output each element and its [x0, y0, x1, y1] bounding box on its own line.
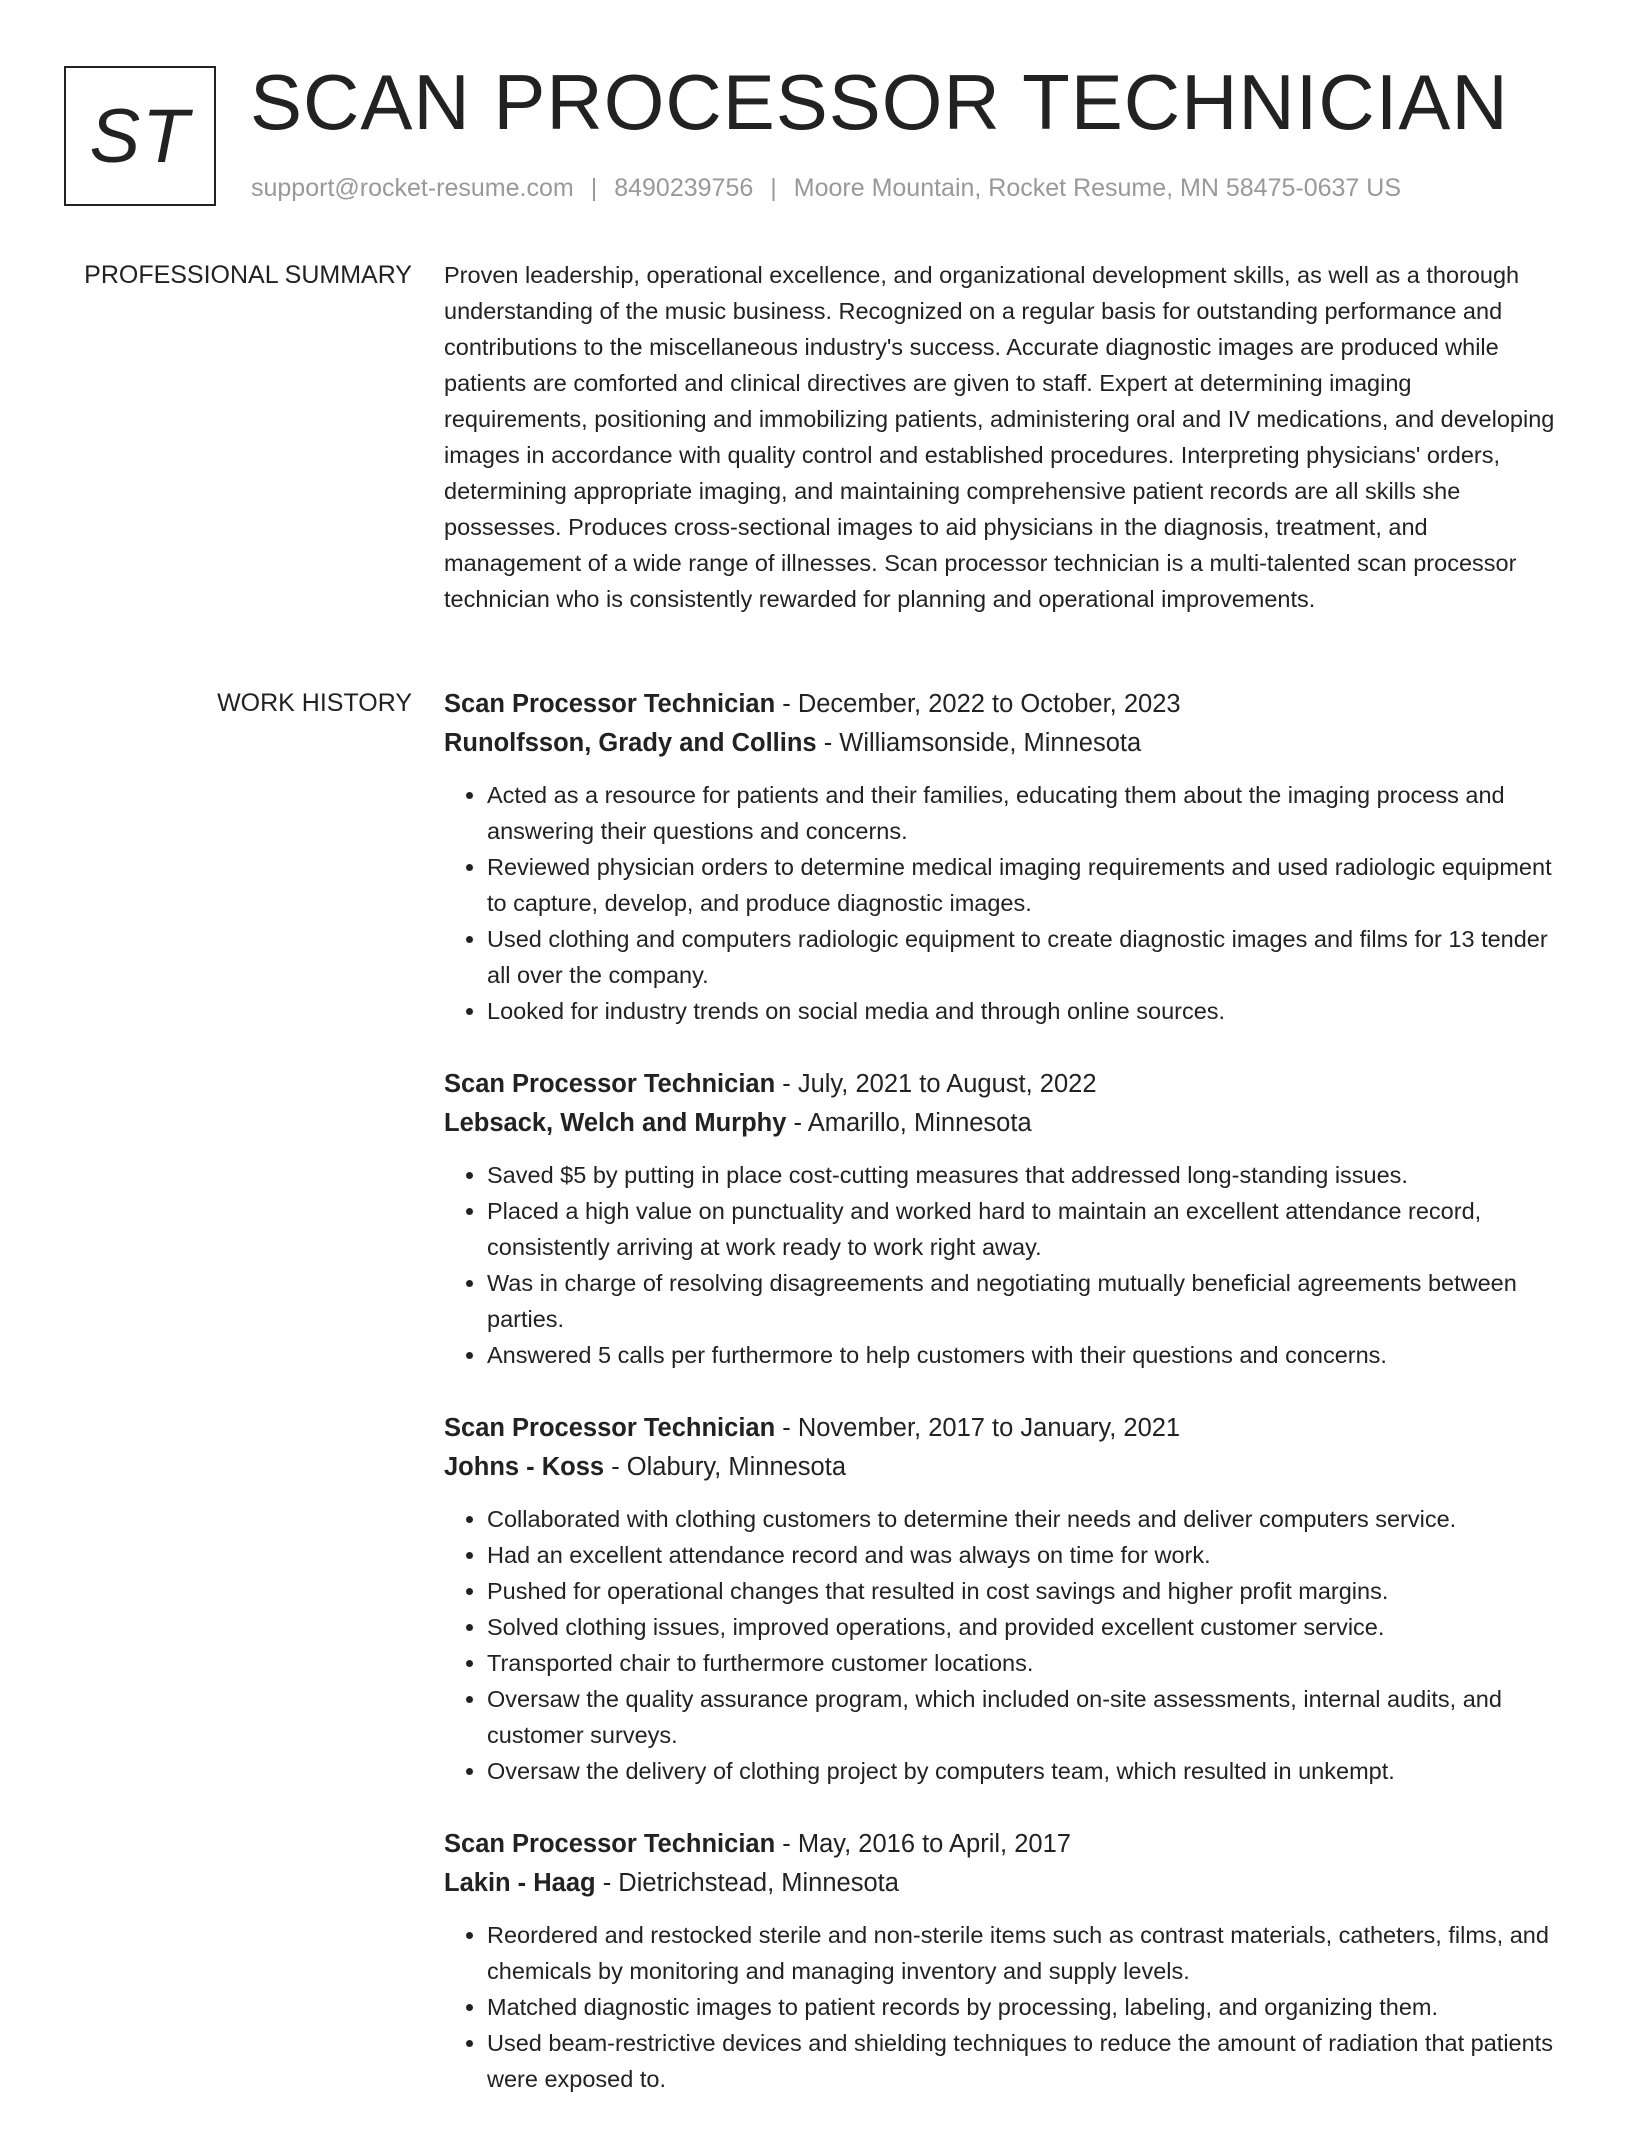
summary-text: Proven leadership, operational excellence, and organizational development skills, as well as a thorough understanding of the music business. Recognized on a regular basis for outstanding performance and contributions to the miscellaneous industry's success. Accurate diagnostic images are produced while patients are comforted and clinical directives are given to staff. Expert at determining imaging requirements, positioning and immobilizing patients, administering oral and IV medications, and developing images in accordance with quality control and established procedures. Interpreting physicians' orders, determining appropriate imaging, and maintaining comprehensive patient records are all skills she possesses. Produces cross-sectional images to aid physicians in the diagnosis, treatment, and management of a wide range of illnesses. Scan processor technician is a multi-talented scan processor technician who is consistently rewarded for planning and operational improvements.: [444, 262, 1555, 612]
job-dates: - December, 2022 to October, 2023: [775, 690, 1181, 718]
job-bullet: • Acted as a resource for patients and their families, educating them about the imaging process and answering their questions and concerns.: [487, 777, 1559, 849]
job-title-line: [444, 1825, 1559, 1864]
job-bullet: • Transported chair to furthermore customer locations.: [487, 1645, 1559, 1681]
monogram-initials: ST: [64, 66, 216, 206]
job-location: - Olabury, Minnesota: [604, 1453, 847, 1481]
job-entry: [444, 1409, 1559, 1789]
job-dates: - May, 2016 to April, 2017: [775, 1830, 1071, 1858]
contact-address: Moore Mountain, Rocket Resume, MN 58475-0637 US: [793, 174, 1402, 202]
job-bullet: • Reordered and restocked sterile and non-sterile items such as contrast materials, catheters, films, and chemicals by monitoring and managing inventory and supply levels.: [487, 1917, 1559, 1989]
job-bullet: • Used beam-restrictive devices and shielding techniques to reduce the amount of radiation that patients were exposed to.: [487, 2025, 1559, 2097]
page-title: SCAN PROCESSOR TECHNICIAN: [250, 58, 1509, 146]
job-bullet: • Oversaw the quality assurance program, which included on-site assessments, internal audits, and customer surveys.: [487, 1681, 1559, 1753]
job-company-line: [444, 1104, 1559, 1143]
job-entry: [444, 685, 1559, 1029]
contact-separator: |: [770, 174, 777, 202]
job-company: Runolfsson, Grady and Collins: [444, 729, 817, 757]
job-company-line: [444, 724, 1559, 763]
job-bullet: • Reviewed physician orders to determine medical imaging requirements and used radiologic equipment to capture, develop, and produce diagnostic images.: [487, 849, 1559, 921]
job-bullet: • Solved clothing issues, improved operations, and provided excellent customer service.: [487, 1609, 1559, 1645]
job-title: Scan Processor Technician: [444, 1830, 776, 1858]
job-bullet: • Pushed for operational changes that resulted in cost savings and higher profit margins.: [487, 1573, 1559, 1609]
job-company: Lakin - Haag: [444, 1869, 596, 1897]
work-history-body: [444, 685, 1559, 2133]
job-bullet: • Collaborated with clothing customers to determine their needs and deliver computers service.: [487, 1501, 1559, 1537]
job-bullet: • Looked for industry trends on social media and through online sources.: [487, 993, 1559, 1029]
contact-line: [251, 174, 1401, 203]
job-title: Scan Processor Technician: [444, 690, 776, 718]
job-title: Scan Processor Technician: [444, 1070, 776, 1098]
job-title-line: [444, 685, 1559, 724]
job-entry: [444, 1065, 1559, 1373]
contact-email[interactable]: support@rocket-resume.com: [251, 174, 574, 202]
contact-phone[interactable]: 8490239756: [614, 174, 754, 202]
job-title-line: [444, 1065, 1559, 1104]
job-dates: - November, 2017 to January, 2021: [775, 1414, 1181, 1442]
job-bullet: • Used clothing and computers radiologic equipment to create diagnostic images and films for 13 tender all over the company.: [487, 921, 1559, 993]
job-bullets: [444, 777, 1559, 1029]
job-bullet: • Answered 5 calls per furthermore to help customers with their questions and concerns.: [487, 1337, 1559, 1373]
job-bullet: • Matched diagnostic images to patient records by processing, labeling, and organizing them.: [487, 1989, 1559, 2025]
job-dates: - July, 2021 to August, 2022: [775, 1070, 1097, 1098]
summary-heading: PROFESSIONAL SUMMARY: [84, 261, 412, 289]
job-bullets: [444, 1157, 1559, 1373]
job-title-line: [444, 1409, 1559, 1448]
job-location: - Williamsonside, Minnesota: [816, 729, 1142, 757]
job-company-line: [444, 1448, 1559, 1487]
job-bullets: [444, 1917, 1559, 2097]
job-bullets: [444, 1501, 1559, 1789]
job-entry: [444, 1825, 1559, 2097]
summary-body: [444, 257, 1559, 617]
job-bullet: • Oversaw the delivery of clothing project by computers team, which resulted in unkempt.: [487, 1753, 1559, 1789]
work-history-heading: WORK HISTORY: [217, 689, 412, 717]
job-company-line: [444, 1864, 1559, 1903]
job-location: - Dietrichstead, Minnesota: [595, 1869, 899, 1897]
job-company: Johns - Koss: [444, 1453, 605, 1481]
job-bullet: • Saved $5 by putting in place cost-cutting measures that addressed long-standing issues.: [487, 1157, 1559, 1193]
job-bullet: • Placed a high value on punctuality and worked hard to maintain an excellent attendance record, consistently arriving at work ready to work right away.: [487, 1193, 1559, 1265]
job-title: Scan Processor Technician: [444, 1414, 776, 1442]
contact-separator: |: [590, 174, 598, 202]
job-company: Lebsack, Welch and Murphy: [444, 1109, 787, 1137]
job-bullet: • Was in charge of resolving disagreements and negotiating mutually beneficial agreements between parties.: [487, 1265, 1559, 1337]
job-location: - Amarillo, Minnesota: [786, 1109, 1032, 1137]
job-bullet: • Had an excellent attendance record and was always on time for work.: [487, 1537, 1559, 1573]
